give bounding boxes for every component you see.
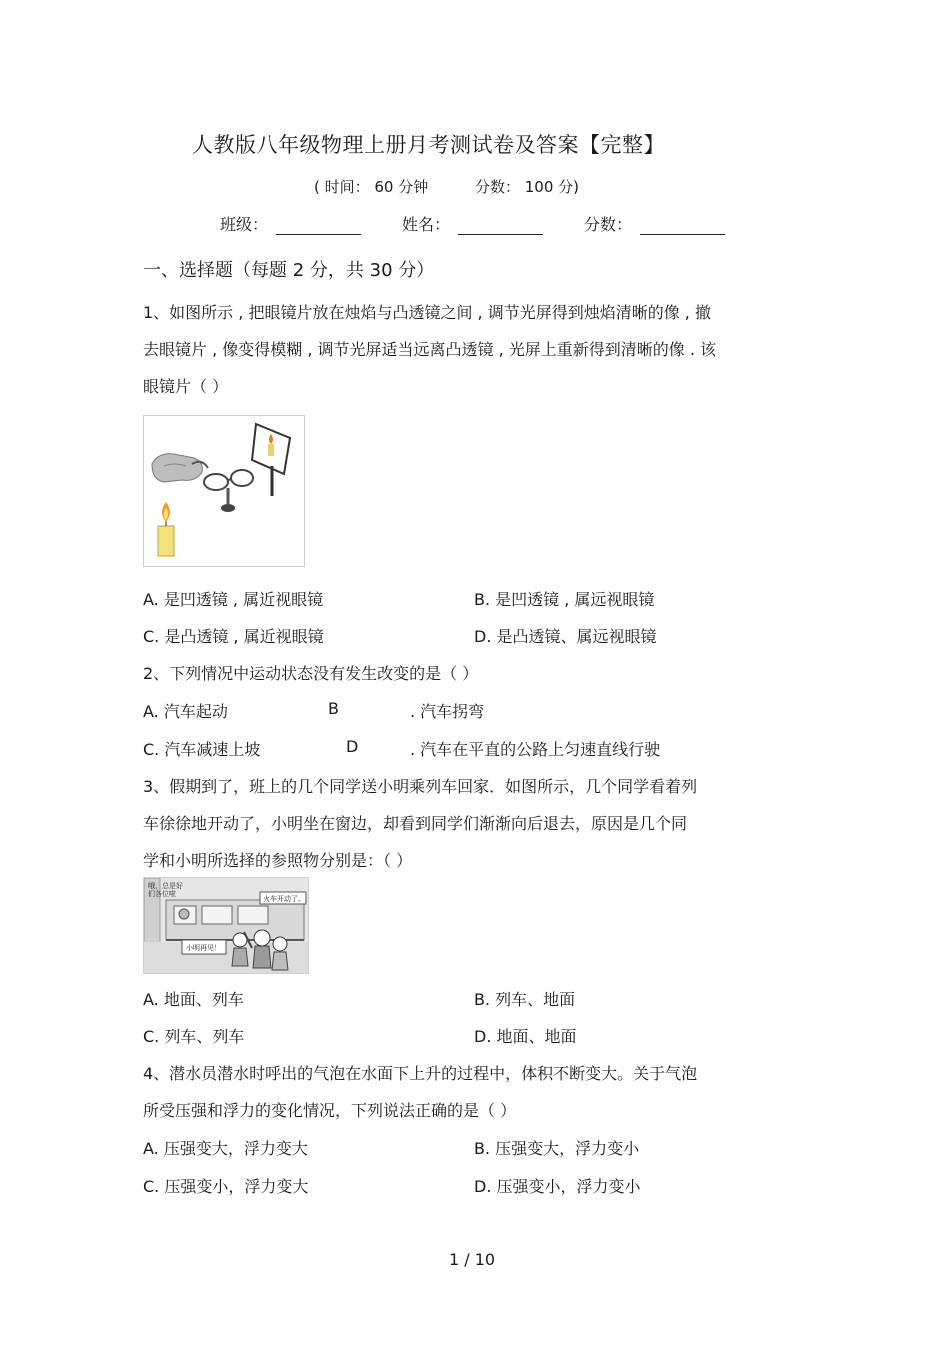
q4-option-b: B. 压强变大，浮力变小 — [474, 1139, 640, 1158]
q3-line-2: 车徐徐地开动了，小明坐在窗边，却看到同学们渐渐向后退去，原因是几个同 — [143, 814, 688, 833]
class-label: 班级： — [220, 215, 269, 234]
page-number: 1 / 10 — [449, 1250, 496, 1269]
name-blank — [458, 216, 543, 235]
score-label: 分数： — [584, 215, 633, 234]
q2-option-b-text: . 汽车拐弯 — [410, 702, 485, 721]
q1-option-d: D. 是凸透镜、属远视眼镜 — [474, 627, 657, 646]
q3-figure — [143, 877, 309, 974]
q3-figure-caption-1: 哦，总是好 — [148, 882, 183, 890]
q4-line-2: 所受压强和浮力的变化情况，下列说法正确的是（ ） — [143, 1101, 517, 1120]
q1-figure — [143, 415, 305, 567]
name-label: 姓名： — [402, 215, 451, 234]
document-title: 人教版八年级物理上册月考测试卷及答案【完整】 — [192, 133, 665, 157]
q2-option-d-text: . 汽车在平直的公路上匀速直线行驶 — [410, 740, 661, 759]
score-field — [584, 212, 725, 235]
q3-line-1: 3、假期到了，班上的几个同学送小明乘列车回家．如图所示，几个同学看着列 — [143, 777, 698, 796]
q1-option-c: C. 是凸透镜 , 属近视眼镜 — [143, 627, 324, 646]
q3-option-b: B. 列车、地面 — [474, 990, 576, 1009]
q2-option-b-letter: B — [328, 699, 339, 718]
q4-option-c: C. 压强变小，浮力变大 — [143, 1177, 309, 1196]
train-station-illustration — [144, 878, 308, 973]
q1-line-1: 1、如图所示 , 把眼镜片放在烛焰与凸透镜之间 , 调节光屏得到烛焰清晰的像 , 撤 — [143, 303, 711, 322]
q3-figure-caption-2: 们各位啦 — [148, 890, 176, 898]
q1-option-a: A. 是凹透镜 , 属近视眼镜 — [143, 590, 324, 609]
q4-option-d: D. 压强变小，浮力变小 — [474, 1177, 641, 1196]
q4-option-a: A. 压强变大，浮力变大 — [143, 1139, 308, 1158]
q3-option-d: D. 地面、地面 — [474, 1027, 577, 1046]
q3-figure-caption-4: 小明再见！ — [186, 944, 221, 952]
q1-line-3: 眼镜片（ ） — [143, 377, 229, 396]
q1-line-2: 去眼镜片 , 像变得模糊 , 调节光屏适当远离凸透镜 , 光屏上重新得到清晰的像 . 该 — [143, 340, 717, 359]
q3-figure-caption-3: 火车开动了。 — [263, 895, 305, 903]
score-blank — [640, 216, 725, 235]
name-field — [402, 212, 543, 235]
class-blank — [276, 216, 361, 235]
q3-option-c: C. 列车、列车 — [143, 1027, 245, 1046]
q3-line-3: 学和小明所选择的参照物分别是：（ ） — [143, 851, 413, 870]
q2-option-c: C. 汽车减速上坡 — [143, 740, 261, 759]
q2-option-a: A. 汽车起动 — [143, 702, 228, 721]
lens-candle-illustration — [144, 416, 304, 566]
q2-option-d-letter: D — [346, 737, 359, 756]
q1-option-b: B. 是凹透镜 , 属远视眼镜 — [474, 590, 655, 609]
q3-option-a: A. 地面、列车 — [143, 990, 244, 1009]
q2-line: 2、下列情况中运动状态没有发生改变的是（ ） — [143, 664, 479, 683]
class-field — [220, 212, 361, 235]
section-heading: 一、选择题（每题 2 分，共 30 分） — [143, 260, 435, 281]
exam-score: 分数： 100 分) — [475, 178, 580, 196]
q4-line-1: 4、潜水员潜水时呼出的气泡在水面下上升的过程中，体积不断变大。关于气泡 — [143, 1064, 698, 1083]
exam-time: ( 时间： 60 分钟 — [314, 178, 429, 196]
